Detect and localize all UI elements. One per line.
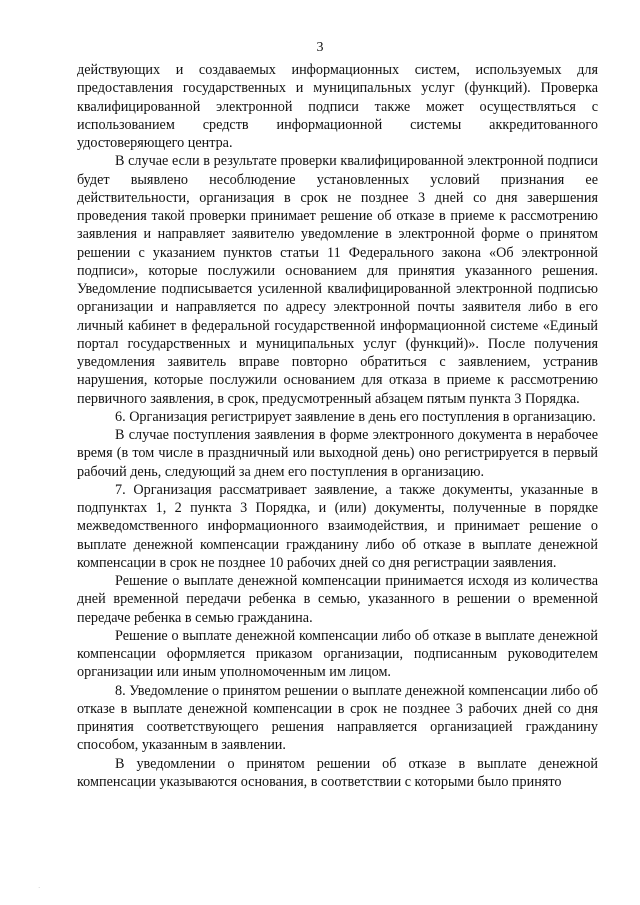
document-body bbox=[77, 61, 598, 791]
paragraph: 7. Организация рассматривает заявление, а также документы, указанные в подпунктах 1, 2 пункта 3 Порядка, и (или) документы, полученные в порядке межведомственного информационного взаимодействия, и принимает решение о выплате денежной компенсации гражданину либо об отказе в выплате денежной компенсации в срок не позднее 10 рабочих дней со дня регистрации заявления. bbox=[77, 481, 598, 571]
paragraph: В случае если в результате проверки квалифицированной электронной подписи будет выявлено несоблюдение установленных условий признания ее действительности, организация в срок не позднее 3 дней со дня завершения проведения такой проверки принимает решение об отказе в приеме к рассмотрению заявления и направляет заявителю уведомление в электронной форме о принятом решении с указанием пунктов статьи 11 Федерального закона «Об электронной подписи», которые послужили основанием для принятия указанного решения. Уведомление подписывается усиленной квалифицированной электронной подписью организации и направляется по адресу электронной почты заявителя либо в его личный кабинет в федеральной государственной информационной системе «Единый портал государственных и муниципальных услуг (функций)». После получения уведомления заявитель вправе повторно обратиться с заявлением, устранив нарушения, которые послужили основанием для отказа в приеме к рассмотрению первичного заявления, в срок, предусмотренный абзацем пятым пункта 3 Порядка. bbox=[77, 153, 598, 407]
paragraph: В уведомлении о принятом решении об отказе в выплате денежной компенсации указываются основания, в соответствии с которыми было принято bbox=[77, 755, 598, 790]
paragraph: Решение о выплате денежной компенсации либо об отказе в выплате денежной компенсации оформляется приказом организации, подписанным руководителем организации или иным уполномоченным им лицом. bbox=[77, 627, 598, 681]
paragraph: 6. Организация регистрирует заявление в день его поступления в организацию. bbox=[115, 408, 596, 425]
paragraph: В случае поступления заявления в форме электронного документа в нерабочее время (в том числе в праздничный или выходной день) оно регистрируется в первый рабочий день, следующий за днем его поступления в организацию. bbox=[77, 427, 598, 480]
paragraph: 8. Уведомление о принятом решении о выплате денежной компенсации либо об отказе в выплате денежной компенсации в срок не позднее 3 рабочих дней со дня принятия соответствующего решения направляется организацией гражданину способом, указанным в заявлении. bbox=[77, 682, 598, 754]
paragraph-continuation: действующих и создаваемых информационных систем, используемых для предоставления государственных и муниципальных услуг (функций). Проверка квалифицированной электронной подписи также может осуществляться с использованием средств информационной системы аккредитованного удостоверяющего центра. bbox=[77, 62, 598, 151]
paragraph: Решение о выплате денежной компенсации принимается исходя из количества дней временной передачи ребенка в семью, указанного в решении о временной передаче ребенка в семью гражданина. bbox=[77, 573, 598, 626]
scan-artifact: · bbox=[38, 884, 41, 892]
page-number: 3 bbox=[316, 40, 324, 55]
